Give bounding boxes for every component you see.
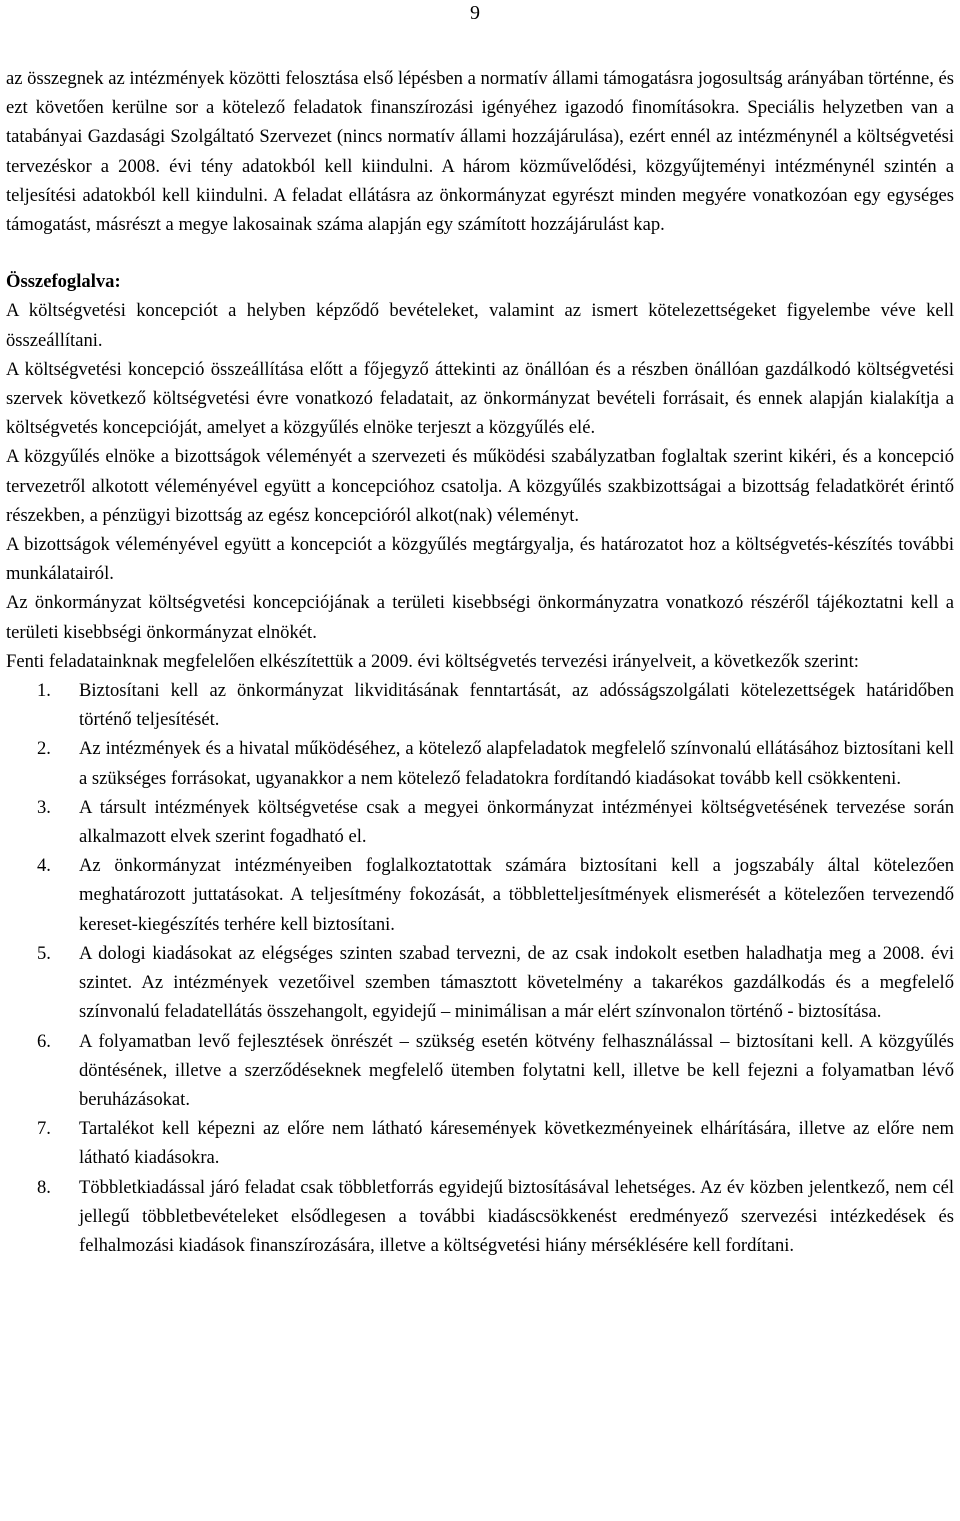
list-item-number: 8. <box>37 1176 51 1198</box>
intro-paragraph: az összegnek az intézmények közötti felosztása első lépésben a normatív állami támogatásra jogosultság arányában történne, és ezt követően kerülne sor a kötelező feladatok finanszírozási igényéhez igazodó finomításokra. Speciális helyzetben van a tatabányai Gazdasági Szolgáltató Szervezet (nincs normatív állami hozzájárulása), ezért ennél az intézménynél a költségvetési tervezéskor a 2008. évi tény adatokból kell kiindulni. A három közművelődési, közgyűjteményi intézménynél szintén a teljesítési adatokból kell kiindulni. A feladat ellátásra az önkormányzat egyrészt minden megyére vonatkozóan egy egységes támogatást, másrészt a megye lakosainak száma alapján egy számított hozzájárulást kap. <box>6 68 954 236</box>
list-item-text: Többletkiadással járó feladat csak többletforrás egyidejű biztosításával lehetséges. Az év közben jelentkező, nem cél jellegű többletbevételeket elsődlegesen a további kiadáscsökkenést eredményező szervezési intézkedések és felhalmozási kiadások finanszírozására, illetve a költségvetési hiány mérséklésére kell fordítani. <box>79 1176 954 1256</box>
list-item <box>6 676 954 734</box>
list-item-number: 1. <box>37 680 51 702</box>
paragraph: A bizottságok véleményével együtt a koncepciót a közgyűlés megtárgyalja, és határozatot hoz a költségvetés-készítés további munkálatairól. <box>6 534 954 585</box>
list-item-text: A társult intézmények költségvetése csak a megyei önkormányzat intézményei költségvetésének tervezése során alkalmazott elvek szerint fogadható el. <box>79 796 954 848</box>
list-item <box>6 1173 954 1261</box>
list-item <box>6 734 954 792</box>
list-item <box>6 939 954 1027</box>
summary-heading: Összefoglalva: <box>6 271 121 293</box>
list-item-number: 5. <box>37 942 51 964</box>
list-item <box>6 851 954 939</box>
paragraph: Az önkormányzat költségvetési koncepciójának a területi kisebbségi önkormányzatra vonatkozó részéről tájékoztatni kell a területi kisebbségi önkormányzat elnökét. <box>6 592 954 643</box>
list-item-text: Az önkormányzat intézményeiben foglalkoztatottak számára biztosítani kell a jogszabály által kötelezően meghatározott juttatásokat. A teljesítmény fokozását, a többletteljesítmények elismerését a kötelezően tervezendő kereset-kiegészítés terhére kell biztosítani. <box>79 855 954 935</box>
list-item-number: 3. <box>37 796 51 818</box>
list-item-text: Az intézmények és a hivatal működéséhez, a kötelező alapfeladatok megfelelő színvonalú ellátásához biztosítani kell a szükséges forrásokat, ugyanakkor a nem kötelező feladatokra fordítandó kiadásokat tovább kell csökkenteni. <box>79 738 954 789</box>
paragraph: A költségvetési koncepciót a helyben képződő bevételeket, valamint az ismert kötelezettségeket figyelembe véve kell összeállítani. <box>6 300 954 351</box>
guidelines-list <box>6 676 954 1260</box>
list-item <box>6 1027 954 1115</box>
paragraph: A költségvetési koncepció összeállítása előtt a főjegyző áttekinti az önállóan és a részben önállóan gazdálkodó költségvetési szervek következő költségvetési évre vonatkozó feladatait, az önkormányzat bevételi forrásait, és ennek alapján kialakítja a költségvetés koncepcióját, amelyet a közgyűlés elnöke terjeszt a közgyűlés elé. <box>6 358 954 439</box>
list-item-text: A dologi kiadásokat az elégséges szinten szabad tervezni, de az csak indokolt esetben haladhatja meg a 2008. évi szintet. Az intézmények vezetőivel szemben támasztott követelmény a takarékos gazdálkodás és a megfelelő színvonalú feladatellátás összehangolt, egyidejű – minimálisan a már elért színvonalon történő - biztosítása. <box>79 942 954 1023</box>
list-item-number: 2. <box>37 738 51 760</box>
paragraph: A közgyűlés elnöke a bizottságok véleményét a szervezeti és működési szabályzatban foglaltak szerint kikéri, és a koncepció tervezetről alkotott véleményével együtt a koncepcióhoz csatolja. A közgyűlés szakbizottságai a bizottság feladatkörét érintő részekben, a pénzügyi bizottság az egész koncepcióról alkot(nak) véleményt. <box>6 446 954 526</box>
paragraph: Fenti feladatainknak megfelelően elkészítettük a 2009. évi költségvetés tervezési irányelveit, a következők szerint: <box>6 650 859 672</box>
list-item <box>6 793 954 851</box>
list-item-text: A folyamatban levő fejlesztések önrészét – szükség esetén kötvény felhasználással – biztosítani kell. A közgyűlés döntésének, illetve a szerződéseknek megfelelő ütemben folytatni kell, illetve be kell fejezni a folyamatban lévő beruházásokat. <box>79 1030 954 1110</box>
list-item <box>6 1114 954 1172</box>
list-item-number: 6. <box>37 1030 51 1052</box>
document-body <box>6 64 954 1260</box>
list-item-text: Biztosítani kell az önkormányzat likviditásának fenntartását, az adósságszolgálati kötelezettségek határidőben történő teljesítését. <box>79 680 954 731</box>
list-item-text: Tartalékot kell képezni az előre nem látható káresemények következményeinek elhárítására, illetve az előre nem látható kiadásokra. <box>79 1118 954 1169</box>
list-item-number: 4. <box>37 855 51 877</box>
page-number: 9 <box>470 2 480 24</box>
list-item-number: 7. <box>37 1118 51 1140</box>
